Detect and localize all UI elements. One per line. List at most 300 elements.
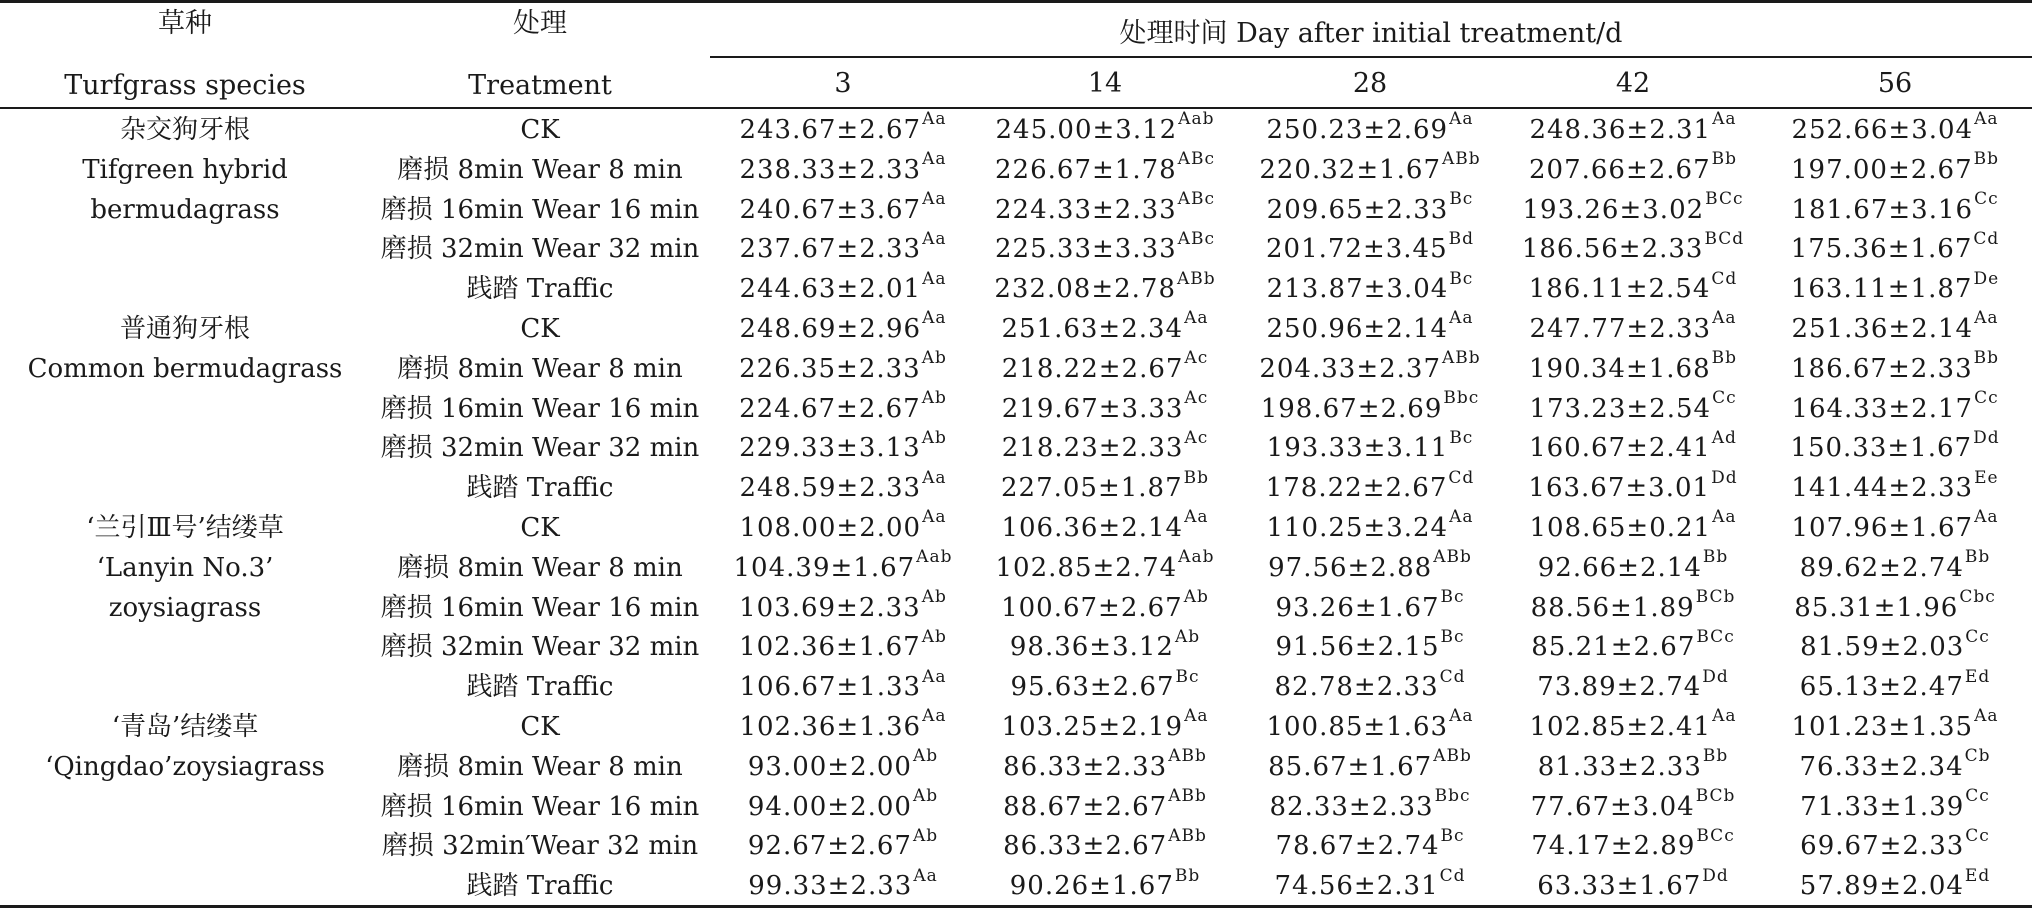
cell-value: 175.36±1.67 [1790,234,1973,265]
table-cell [712,707,974,747]
table-cell [1239,150,1501,190]
cell-value: 102.36±1.67 [739,632,921,663]
significance-letters: Cd [1973,228,2000,249]
species-name-line: ‘Lanyin No.3’ [96,552,274,583]
significance-letters: Ad [1711,427,1737,448]
table-cell [1764,229,2026,269]
significance-letters: Aa [913,865,938,886]
cell-value: 251.63±2.34 [1001,314,1184,344]
time-span-rule [710,56,2032,58]
cell-value: 93.00±2.00 [747,751,912,782]
table-cell [1239,866,1501,906]
cell-value: 224.67±2.67 [739,393,921,424]
significance-letters: Bbc [1443,387,1480,408]
significance-letters: Aa [1449,507,1474,528]
treatment-label: CK [520,314,560,344]
significance-letters: Aa [1712,308,1737,329]
table-cell [1239,309,1501,349]
significance-letters: Ed [1964,865,1991,886]
table-cell [712,826,974,866]
cell-value: 173.23±2.54 [1529,393,1712,424]
table-cell [974,707,1236,747]
significance-letters: Cc [1965,825,1990,846]
cell-value: 85.67±1.67 [1268,751,1433,782]
cell-value: 85.31±1.96 [1794,592,1959,623]
cell-value: 82.33±2.33 [1269,791,1434,822]
cell-value: 76.33±2.34 [1799,751,1964,782]
table-cell [1502,110,1764,150]
table-cell [1764,826,2026,866]
significance-letters: Bc [1175,666,1200,687]
significance-letters: ABb [1168,746,1207,767]
cell-value: 193.33±3.11 [1266,433,1449,464]
table-cell [1764,269,2026,309]
table-cell [1764,627,2026,667]
cell-value: 250.23±2.69 [1266,115,1449,145]
significance-letters: Cd [1439,666,1466,687]
treatment-header-en: Treatment [468,70,612,101]
significance-letters: Aa [1712,109,1737,130]
cell-value: 229.33±3.13 [739,433,921,464]
table-cell [974,667,1236,707]
significance-letters: ABc [1177,228,1215,249]
table-cell [1239,826,1501,866]
cell-value: 248.36±2.31 [1529,115,1712,145]
cell-value: 238.33±2.33 [739,154,922,185]
table-cell [1239,349,1501,389]
significance-letters: Aa [1449,706,1474,727]
cell-value: 81.33±2.33 [1537,751,1702,782]
cell-value: 248.59±2.33 [739,473,922,504]
significance-letters: Aa [922,706,947,727]
cell-value: 213.87±3.04 [1266,274,1449,305]
cell-value: 226.67±1.78 [995,154,1177,185]
species-name-line: zoysiagrass [108,592,262,623]
cell-value: 86.33±2.67 [1003,831,1168,862]
day-header: 3 [834,68,852,99]
cell-value: 102.85±2.74 [995,552,1178,583]
table-cell [1764,389,2026,429]
table-cell [712,150,974,190]
table-cell [1502,508,1764,548]
species-name-line: Tifgreen hybrid [82,154,288,185]
cell-value: 186.56±2.33 [1521,234,1704,265]
cell-value: 74.56±2.31 [1274,871,1439,902]
day-header: 28 [1352,68,1388,99]
significance-letters: Ac [1184,348,1209,369]
significance-letters: Cc [1712,387,1737,408]
species-header-cn: 草种 [158,8,212,39]
significance-letters: Ee [1974,467,1999,488]
cell-value: 90.26±1.67 [1009,871,1174,902]
treatment-label: 践踏 Traffic [466,274,614,305]
cell-value: 102.85±2.41 [1529,712,1712,742]
significance-letters: Aa [922,268,947,289]
significance-letters: Aa [922,149,947,170]
significance-letters: Ab [921,586,947,607]
table-cell [1764,349,2026,389]
significance-letters: Ab [912,825,939,846]
species-name-line: ‘兰引Ⅲ号’结缕草 [86,513,284,543]
cell-value: 141.44±2.33 [1791,473,1974,504]
table-cell [974,190,1236,230]
table-cell [1764,588,2026,628]
cell-value: 219.67±3.33 [1001,393,1184,424]
table-cell [974,269,1236,309]
significance-letters: Cc [1965,626,1990,647]
treatment-label: 磨损 8min Wear 8 min [397,353,683,384]
cell-value: 224.33±2.33 [995,194,1177,225]
cell-value: 108.00±2.00 [739,513,922,543]
significance-letters: ABb [1442,348,1481,369]
table-cell [712,787,974,827]
table-cell [712,747,974,787]
cell-value: 100.67±2.67 [1001,592,1183,623]
significance-letters: Bc [1440,825,1465,846]
treatment-label: 践踏 Traffic [466,473,614,504]
table-cell [974,389,1236,429]
table-cell [712,389,974,429]
significance-letters: Bc [1440,626,1465,647]
species-name-line: ‘Qingdao’zoysiagrass [45,751,325,782]
cell-value: 220.32±1.67 [1259,154,1441,185]
table-cell [1502,627,1764,667]
cell-value: 197.00±2.67 [1790,154,1973,185]
cell-value: 250.96±2.14 [1266,314,1449,344]
significance-letters: Aa [922,228,947,249]
table-cell [974,110,1236,150]
significance-letters: Bb [1711,149,1738,170]
cell-value: 186.11±2.54 [1528,274,1711,305]
table-cell [712,508,974,548]
cell-value: 91.56±2.15 [1275,632,1440,663]
significance-letters: Cb [1964,746,1991,767]
table-cell [1764,508,2026,548]
table-cell [712,349,974,389]
table-cell [1764,190,2026,230]
significance-letters: ABb [1433,746,1472,767]
significance-letters: Aa [1184,507,1209,528]
treatment-label: CK [520,115,560,145]
species-name-line: Common bermudagrass [27,353,343,384]
treatment-label: CK [520,712,560,742]
significance-letters: De [1973,268,2000,289]
table-cell [712,428,974,468]
significance-letters: BCc [1705,188,1744,209]
species-name-line: 杂交狗牙根 [119,115,250,145]
table-cell [974,468,1236,508]
table-cell [712,190,974,230]
cell-value: 69.67±2.33 [1800,831,1965,862]
cell-value: 232.08±2.78 [994,274,1176,305]
cell-value: 106.67±1.33 [739,672,922,703]
significance-letters: Cc [1974,188,1999,209]
table-cell [1764,468,2026,508]
cell-value: 245.00±3.12 [995,115,1178,145]
significance-letters: ABb [1433,547,1472,568]
cell-value: 163.11±1.87 [1790,274,1973,305]
significance-letters: Ab [1174,626,1201,647]
table-cell [712,588,974,628]
cell-value: 106.36±2.14 [1001,513,1184,543]
table-cell [1502,229,1764,269]
cell-value: 150.33±1.67 [1790,433,1973,464]
treatment-label: CK [520,513,560,543]
cell-value: 252.66±3.04 [1791,115,1974,145]
cell-value: 164.33±2.17 [1791,393,1974,424]
table-cell [1502,349,1764,389]
significance-letters: Bc [1449,427,1474,448]
table-cell [1239,747,1501,787]
cell-value: 104.39±1.67 [733,552,916,583]
significance-letters: Bb [1711,348,1738,369]
species-header-en: Turfgrass species [64,70,306,101]
treatment-label: 磨损 32min Wear 32 min [380,433,700,464]
significance-letters: Aa [1712,706,1737,727]
treatment-label: 磨损 16min Wear 16 min [380,194,700,225]
cell-value: 98.36±3.12 [1009,632,1174,663]
table-cell [712,269,974,309]
species-name-line: bermudagrass [90,194,280,225]
cell-value: 227.05±1.87 [1000,473,1183,504]
cell-value: 209.65±2.33 [1266,194,1449,225]
day-header: 56 [1877,68,1913,99]
significance-letters: Dd [1973,427,2000,448]
significance-letters: ABb [1442,149,1481,170]
cell-value: 86.33±2.33 [1003,751,1168,782]
significance-letters: Dd [1702,865,1729,886]
treatment-label: 磨损 8min Wear 8 min [397,751,683,782]
cell-value: 92.67±2.67 [747,831,912,862]
table-cell [1502,548,1764,588]
table-cell [1502,667,1764,707]
cell-value: 88.67±2.67 [1003,791,1168,822]
significance-letters: BCd [1704,228,1745,249]
significance-letters: ABc [1177,188,1215,209]
table-cell [1239,428,1501,468]
cell-value: 247.77±2.33 [1529,314,1712,344]
significance-letters: Aa [1712,507,1737,528]
table-cell [974,747,1236,787]
table-cell [1239,588,1501,628]
table-cell [1502,787,1764,827]
cell-value: 63.33±1.67 [1537,871,1702,902]
cell-value: 92.66±2.14 [1537,552,1702,583]
significance-letters: Bbc [1434,785,1471,806]
cell-value: 57.89±2.04 [1799,871,1964,902]
cell-value: 193.26±3.02 [1522,194,1705,225]
significance-letters: Cbc [1959,586,1996,607]
table-cell [1502,468,1764,508]
significance-letters: Ab [912,785,939,806]
significance-letters: Bb [1702,746,1729,767]
treatment-label: 磨损 32min Wear 32 min [380,632,700,663]
treatment-label: 践踏 Traffic [466,672,614,703]
cell-value: 198.67±2.69 [1260,393,1443,424]
cell-value: 160.67±2.41 [1529,433,1711,464]
cell-value: 248.69±2.96 [739,314,922,344]
cell-value: 71.33±1.39 [1800,791,1965,822]
treatment-header-cn: 处理 [513,8,567,39]
cell-value: 89.62±2.74 [1799,552,1964,583]
table-cell [1764,787,2026,827]
cell-value: 88.56±1.89 [1530,592,1695,623]
significance-letters: Bb [1702,547,1729,568]
significance-letters: ABb [1168,825,1207,846]
significance-letters: Aa [922,188,947,209]
table-cell [712,866,974,906]
cell-value: 207.66±2.67 [1528,154,1711,185]
table-cell [974,349,1236,389]
cell-value: 73.89±2.74 [1537,672,1702,703]
significance-letters: Bb [1973,348,2000,369]
cell-value: 81.59±2.03 [1800,632,1965,663]
time-header: 处理时间 Day after initial treatment/d [1119,18,1623,49]
table-cell [1239,707,1501,747]
table-cell [974,508,1236,548]
table-cell [974,309,1236,349]
cell-value: 226.35±2.33 [739,353,921,384]
table-cell [1502,150,1764,190]
species-name-line: ‘青岛’结缕草 [111,712,259,742]
table-cell [1764,428,2026,468]
significance-letters: Bc [1449,268,1474,289]
treatment-label: 磨损 32min Wear 32 min [380,234,700,265]
cell-value: 77.67±3.04 [1530,791,1695,822]
significance-letters: BCb [1695,586,1736,607]
cell-value: 251.36±2.14 [1791,314,1974,344]
significance-letters: Aa [1974,308,1999,329]
significance-letters: Bb [1964,547,1991,568]
table-cell [1239,110,1501,150]
treatment-label: 磨损 16min Wear 16 min [380,592,700,623]
table-cell [974,548,1236,588]
cell-value: 218.23±2.33 [1001,433,1184,464]
significance-letters: Bc [1440,586,1465,607]
significance-letters: Aa [1974,706,1999,727]
cell-value: 94.00±2.00 [747,791,912,822]
treatment-label: 磨损 8min Wear 8 min [397,552,683,583]
cell-value: 103.25±2.19 [1001,712,1184,742]
table-cell [712,667,974,707]
table-cell [1502,190,1764,230]
cell-value: 103.69±2.33 [739,592,921,623]
table-cell [712,627,974,667]
table-cell [1239,389,1501,429]
significance-letters: Aab [1178,109,1215,130]
table-cell [974,428,1236,468]
table-cell [1764,548,2026,588]
treatment-label: 践踏 Traffic [466,871,614,902]
table-cell [1764,866,2026,906]
table-cell [712,468,974,508]
table-cell [1764,110,2026,150]
table-cell [712,110,974,150]
cell-value: 110.25±3.24 [1266,513,1449,543]
day-header: 14 [1087,68,1123,99]
treatment-label: 磨损 16min Wear 16 min [380,791,700,822]
cell-value: 204.33±2.37 [1259,353,1441,384]
significance-letters: Bb [1174,865,1201,886]
species-name-line: 普通狗牙根 [119,314,250,344]
table-cell [1502,707,1764,747]
cell-value: 244.63±2.01 [739,274,922,305]
significance-letters: BCc [1696,825,1735,846]
table-cell [1764,707,2026,747]
table-cell [974,866,1236,906]
significance-letters: Aa [1974,109,1999,130]
significance-letters: Aa [922,666,947,687]
significance-letters: Aa [922,308,947,329]
table-cell [1502,866,1764,906]
significance-letters: Cd [1711,268,1738,289]
cell-value: 101.23±1.35 [1791,712,1974,742]
table-cell [1502,826,1764,866]
table-cell [712,229,974,269]
cell-value: 95.63±2.67 [1010,672,1175,703]
cell-value: 178.22±2.67 [1265,473,1448,504]
significance-letters: ABc [1177,149,1215,170]
significance-letters: Dd [1711,467,1738,488]
treatment-label: 磨损 8min Wear 8 min [397,154,683,185]
cell-value: 93.26±1.67 [1275,592,1440,623]
cell-value: 190.34±1.68 [1528,353,1711,384]
significance-letters: BCb [1695,785,1736,806]
significance-letters: Aa [1184,308,1209,329]
significance-letters: Aa [1449,308,1474,329]
significance-letters: Aa [1184,706,1209,727]
significance-letters: Aa [922,467,947,488]
significance-letters: Aa [922,109,947,130]
cell-value: 240.67±3.67 [739,194,922,225]
table-cell [1764,150,2026,190]
cell-value: 100.85±1.63 [1266,712,1449,742]
table-cell [1502,269,1764,309]
significance-letters: Ab [921,387,947,408]
table-cell [1502,747,1764,787]
cell-value: 99.33±2.33 [748,871,913,902]
table-cell [1502,428,1764,468]
significance-letters: Ac [1184,427,1209,448]
cell-value: 82.78±2.33 [1274,672,1439,703]
treatment-label: 磨损 32min′Wear 32 min [381,831,699,862]
table-cell [974,627,1236,667]
cell-value: 102.36±1.36 [739,712,922,742]
significance-letters: Bc [1449,188,1474,209]
table-cell [1239,229,1501,269]
table-cell [1239,190,1501,230]
significance-letters: Dd [1702,666,1729,687]
table-cell [1764,747,2026,787]
significance-letters: Ac [1184,387,1209,408]
table-cell [974,229,1236,269]
cell-value: 243.67±2.67 [739,115,922,145]
table-cell [1239,787,1501,827]
significance-letters: Aab [1178,547,1215,568]
table-cell [1502,389,1764,429]
significance-letters: Aa [1974,507,1999,528]
treatment-label: 磨损 16min Wear 16 min [380,393,700,424]
cell-value: 218.22±2.67 [1001,353,1184,384]
cell-value: 97.56±2.88 [1268,552,1433,583]
significance-letters: Bb [1973,149,2000,170]
cell-value: 65.13±2.47 [1799,672,1964,703]
significance-letters: Aa [922,507,947,528]
cell-value: 186.67±2.33 [1790,353,1973,384]
table-cell [1239,667,1501,707]
table-cell [1502,309,1764,349]
significance-letters: Bd [1448,228,1475,249]
